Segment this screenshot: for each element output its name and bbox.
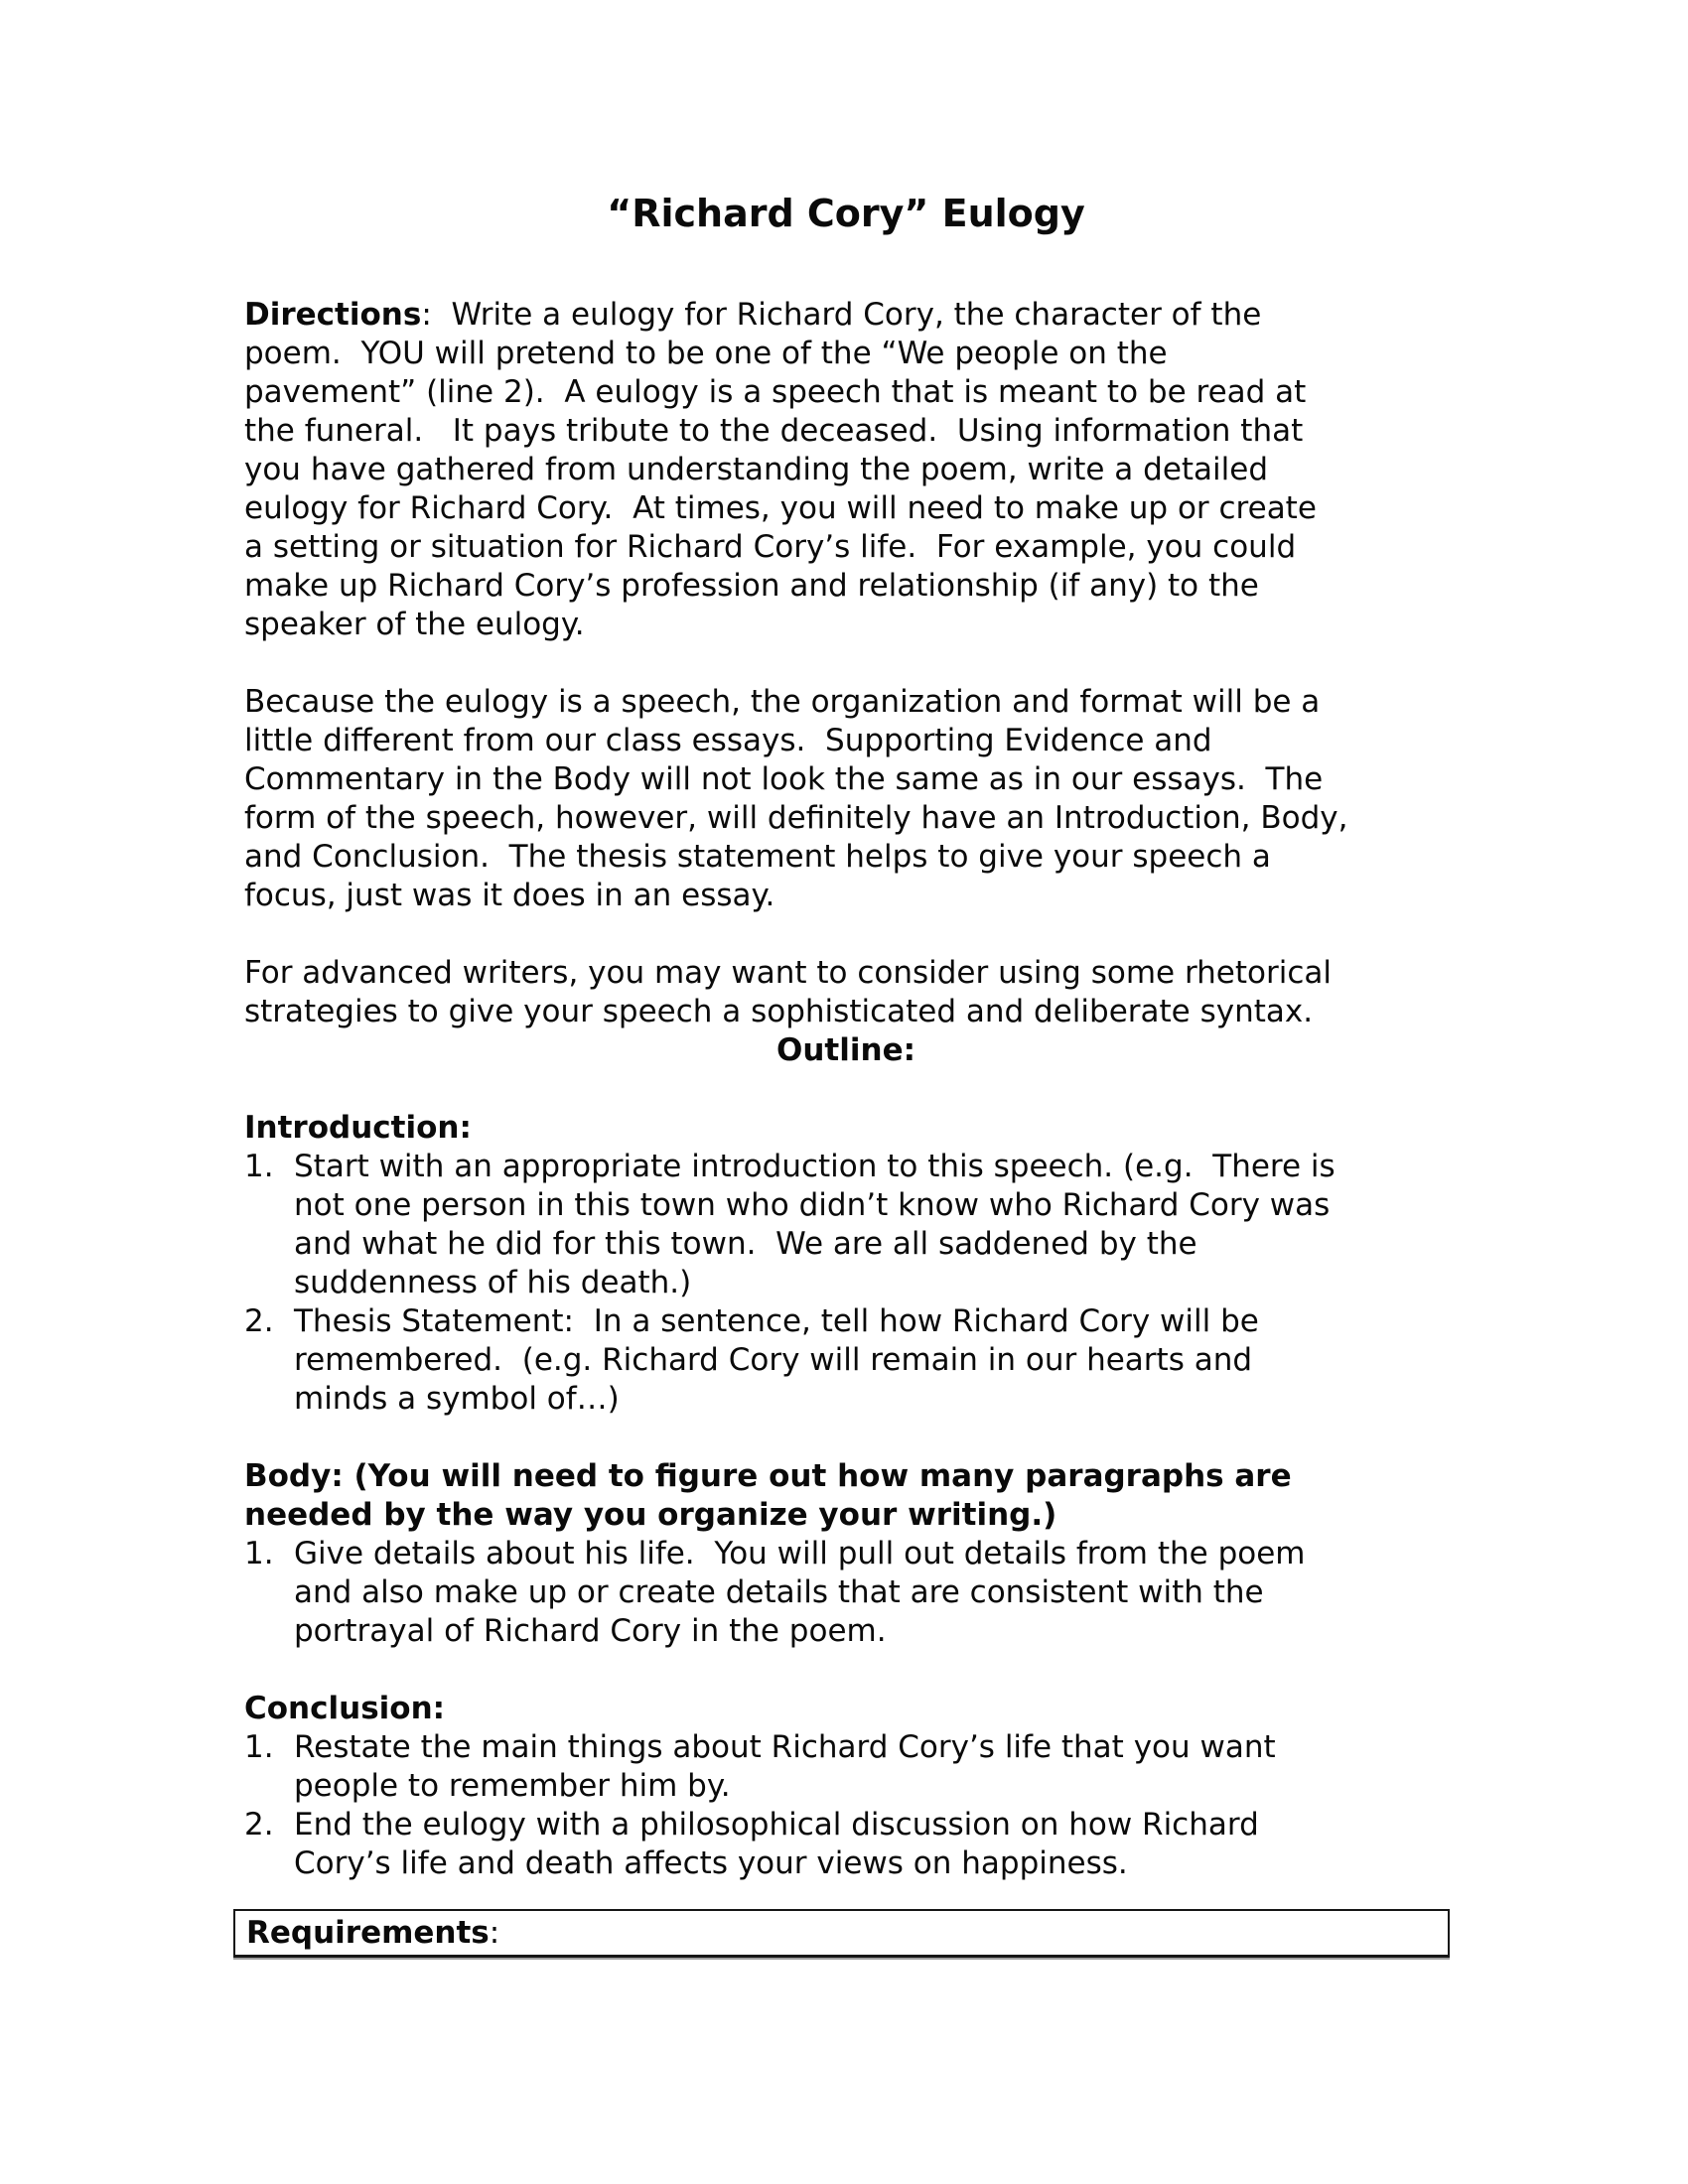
body-section xyxy=(244,1457,1448,1651)
text-line: portrayal of Richard Cory in the poem. xyxy=(294,1613,887,1649)
text-line: End the eulogy with a philosophical discussion on how Richard xyxy=(294,1807,1259,1843)
text-line: form of the speech, however, will definitely have an Introduction, Body, xyxy=(244,800,1348,836)
list-item xyxy=(244,1148,1448,1302)
requirements-label: Requirements xyxy=(246,1914,490,1951)
text-line: a setting or situation for Richard Cory’s life. For example, you could xyxy=(244,529,1297,565)
body-heading: needed by the way you organize your writing.) xyxy=(244,1497,1057,1533)
conclusion-section xyxy=(244,1690,1448,1883)
introduction-heading: Introduction: xyxy=(244,1110,472,1146)
requirements-heading xyxy=(246,1914,499,1953)
text-line: and Conclusion. The thesis statement helps to give your speech a xyxy=(244,839,1271,875)
text-line: Restate the main things about Richard Cory’s life that you want xyxy=(294,1729,1276,1765)
text-line: Thesis Statement: In a sentence, tell how Richard Cory will be xyxy=(294,1303,1259,1339)
text-line xyxy=(244,296,1448,335)
text-line: Because the eulogy is a speech, the organization and format will be a xyxy=(244,684,1321,720)
list-number: 1. xyxy=(244,1729,274,1765)
text-line: pavement” (line 2). A eulogy is a speech that is meant to be read at xyxy=(244,374,1307,410)
introduction-section xyxy=(244,1109,1448,1419)
text-line: people to remember him by. xyxy=(294,1768,731,1804)
text-line: not one person in this town who didn’t know who Richard Cory was xyxy=(294,1187,1331,1223)
text-line: minds a symbol of…) xyxy=(294,1381,620,1417)
document-content xyxy=(244,192,1448,1958)
list-item xyxy=(244,1806,1448,1883)
text-line: focus, just was it does in an essay. xyxy=(244,878,775,913)
text-line: poem. YOU will pretend to be one of the “We people on the xyxy=(244,336,1168,371)
text-line: remembered. (e.g. Richard Cory will remain in our hearts and xyxy=(294,1342,1253,1378)
document-title: “Richard Cory” Eulogy xyxy=(607,192,1085,235)
list-item xyxy=(244,1302,1448,1419)
directions-label: Directions xyxy=(244,297,422,333)
list-item xyxy=(244,1535,1448,1651)
list-number: 1. xyxy=(244,1536,274,1571)
text-line: you have gathered from understanding the poem, write a detailed xyxy=(244,452,1269,487)
text-line: make up Richard Cory’s profession and relationship (if any) to the xyxy=(244,568,1259,604)
body-heading: Body: (You will need to figure out how many paragraphs are xyxy=(244,1458,1292,1494)
directions-text: : Write a eulogy for Richard Cory, the character of the xyxy=(421,297,1262,333)
requirements-box xyxy=(233,1909,1450,1958)
text-line: Start with an appropriate introduction to this speech. (e.g. There is xyxy=(294,1149,1336,1184)
list-number: 1. xyxy=(244,1149,274,1184)
text-line: Commentary in the Body will not look the same as in our essays. The xyxy=(244,761,1324,797)
conclusion-heading: Conclusion: xyxy=(244,1691,446,1726)
text-line: and also make up or create details that are consistent with the xyxy=(294,1574,1264,1610)
text-line: For advanced writers, you may want to consider using some rhetorical xyxy=(244,955,1332,991)
format-paragraph xyxy=(244,683,1448,915)
text-line: strategies to give your speech a sophisticated and deliberate syntax. xyxy=(244,994,1314,1029)
list-item xyxy=(244,1728,1448,1806)
advanced-writers-paragraph xyxy=(244,954,1448,1031)
text-line: eulogy for Richard Cory. At times, you will need to make up or create xyxy=(244,490,1317,526)
text-line: Give details about his life. You will pull out details from the poem xyxy=(294,1536,1306,1571)
requirements-colon: : xyxy=(489,1914,500,1951)
list-number: 2. xyxy=(244,1807,274,1843)
text-line: speaker of the eulogy. xyxy=(244,607,585,642)
text-line: little different from our class essays. Supporting Evidence and xyxy=(244,723,1212,758)
text-line: and what he did for this town. We are all saddened by the xyxy=(294,1226,1197,1262)
list-number: 2. xyxy=(244,1303,274,1339)
text-line: the funeral. It pays tribute to the deceased. Using information that xyxy=(244,413,1304,449)
outline-heading: Outline: xyxy=(776,1032,915,1068)
text-line: suddenness of his death.) xyxy=(294,1265,692,1300)
text-line: Cory’s life and death affects your views on happiness. xyxy=(294,1845,1128,1881)
directions-paragraph xyxy=(244,296,1448,644)
